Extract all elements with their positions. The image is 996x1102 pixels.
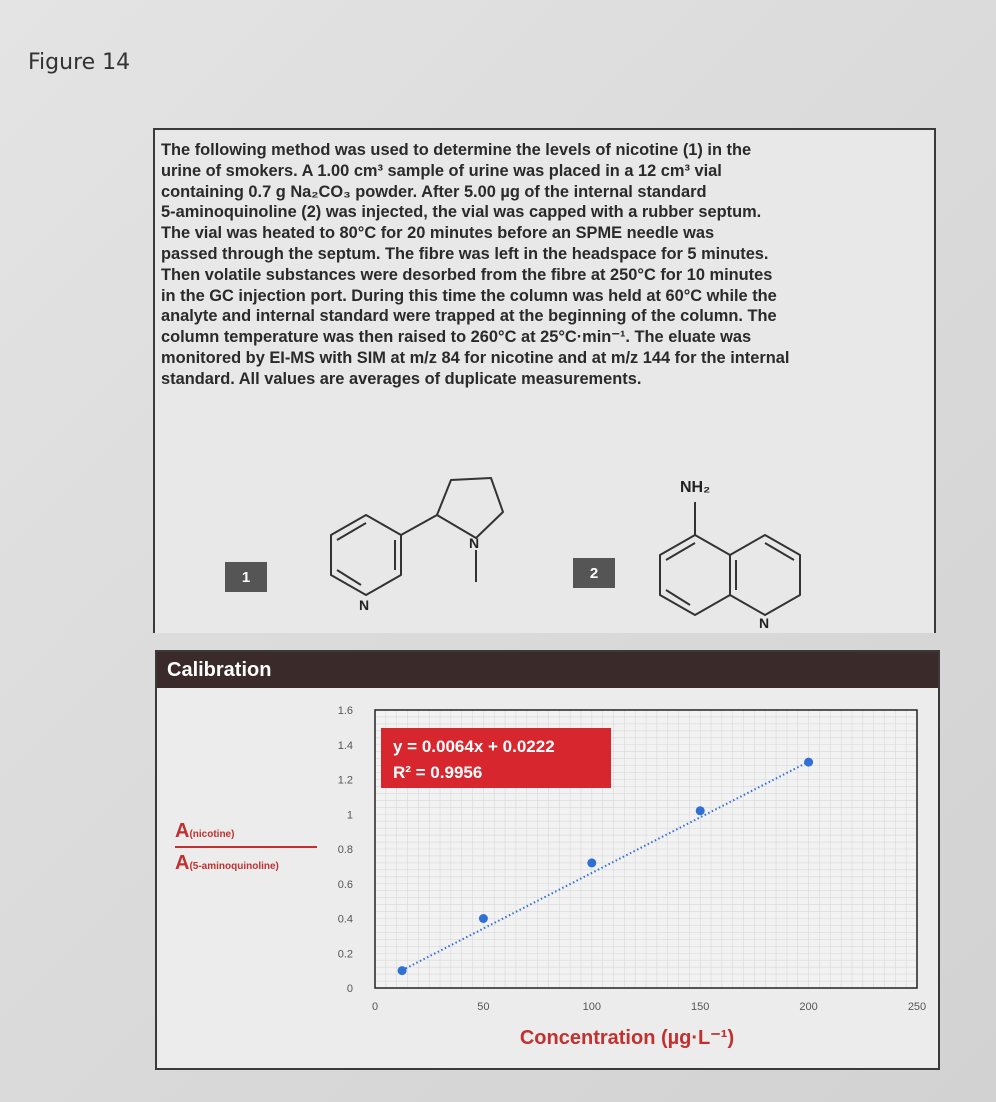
method-line: analyte and internal standard were trapped at the beginning of the column. The [161,307,777,326]
x-tick-label: 250 [907,1001,927,1013]
method-line: The following method was used to determine the levels of nicotine (1) in the [161,141,752,159]
method-line: column temperature was then raised to 260°C at 25°C·min⁻¹. The eluate was [161,328,752,347]
method-line: Then volatile substances were desorbed from the fibre at 250°C for 10 minutes [161,265,773,284]
method-text [161,140,929,390]
x-tick-label: 150 [691,1001,710,1013]
method-line: 5-aminoquinoline (2) was injected, the vial was capped with a rubber septum. [161,203,762,222]
x-tick-label: 100 [582,1001,601,1013]
y-tick-label: 0.8 [337,844,353,856]
data-point [587,858,596,867]
y-tick-label: 0.6 [337,878,353,891]
method-line: passed through the septum. The fibre was left in the headspace for 5 minutes. [161,244,769,263]
benzene-double-bond [666,590,690,605]
pyridine-double-bond [337,570,361,585]
method-line: The vial was heated to 80°C for 20 minutes before an SPME needle was [161,224,715,243]
method-line: urine of smokers. A 1.00 cm³ sample of urine was placed in a 12 cm³ vial [161,161,722,180]
y-label-numerator: A(nicotine) [175,820,235,842]
benzene-ring [660,535,730,615]
method-line: monitored by EI-MS with SIM at m/z 84 for nicotine and at m/z 144 for the internal [161,348,790,367]
x-tick-label: 200 [799,1001,818,1013]
quinoline-n-label: N [759,615,770,630]
pyridine-double-bond [765,543,794,560]
x-tick-label: 0 [371,1001,379,1013]
pyridine-double-bond [337,523,366,540]
pyridine-ring [331,515,401,595]
aminoquinoline-structure [625,460,845,630]
y-tick-label: 0.2 [337,948,353,961]
data-point [398,966,407,975]
method-line: containing 0.7 g Na₂CO₃ powder. After 5.00 µg of the internal standard [161,182,707,201]
calibration-header: Calibration [157,652,938,688]
y-label-denominator: A(5-aminoquinoline) [175,851,279,874]
y-tick-label: 1.2 [337,774,353,787]
y-label-numerator-sub: (nicotine) [189,829,235,840]
pyrrolidine-ring [437,478,503,538]
method-line: in the GC injection port. During this time the column was held at 60°C while the [161,286,777,305]
calibration-chart [157,652,938,1068]
x-tick-label: 50 [477,1001,490,1013]
method-line: standard. All values are averages of duplicate measurements. [161,369,642,388]
benzene-double-bond [666,543,695,560]
compound-1-badge: 1 [225,562,267,592]
data-point [696,806,705,815]
nh2-label: NH₂ [680,479,711,496]
calibration-box [155,650,940,1070]
pyrrolidine-n-label: N [469,535,480,551]
y-tick-label: 1.6 [337,705,353,717]
connecting-bond [401,515,437,535]
data-point [804,758,813,767]
x-axis-label: Concentration (µg·L⁻¹) [519,1027,735,1049]
nicotine-structure [281,460,511,630]
method-box [153,128,936,633]
pyridine-ring [730,535,800,615]
figure-label: Figure 14 [28,50,131,75]
r-squared-text: R² = 0.9956 [393,763,483,782]
y-label-denominator-sub: (5-aminoquinoline) [189,860,279,872]
y-tick-label: 1 [346,809,353,822]
compound-2-badge: 2 [573,558,615,588]
y-tick-label: 0.4 [337,913,353,926]
y-tick-label: 0 [346,983,353,995]
y-tick-label: 1.4 [337,739,353,752]
pyridine-n-label: N [359,597,370,613]
data-point [479,914,488,923]
equation-text: y = 0.0064x + 0.0222 [393,737,555,756]
